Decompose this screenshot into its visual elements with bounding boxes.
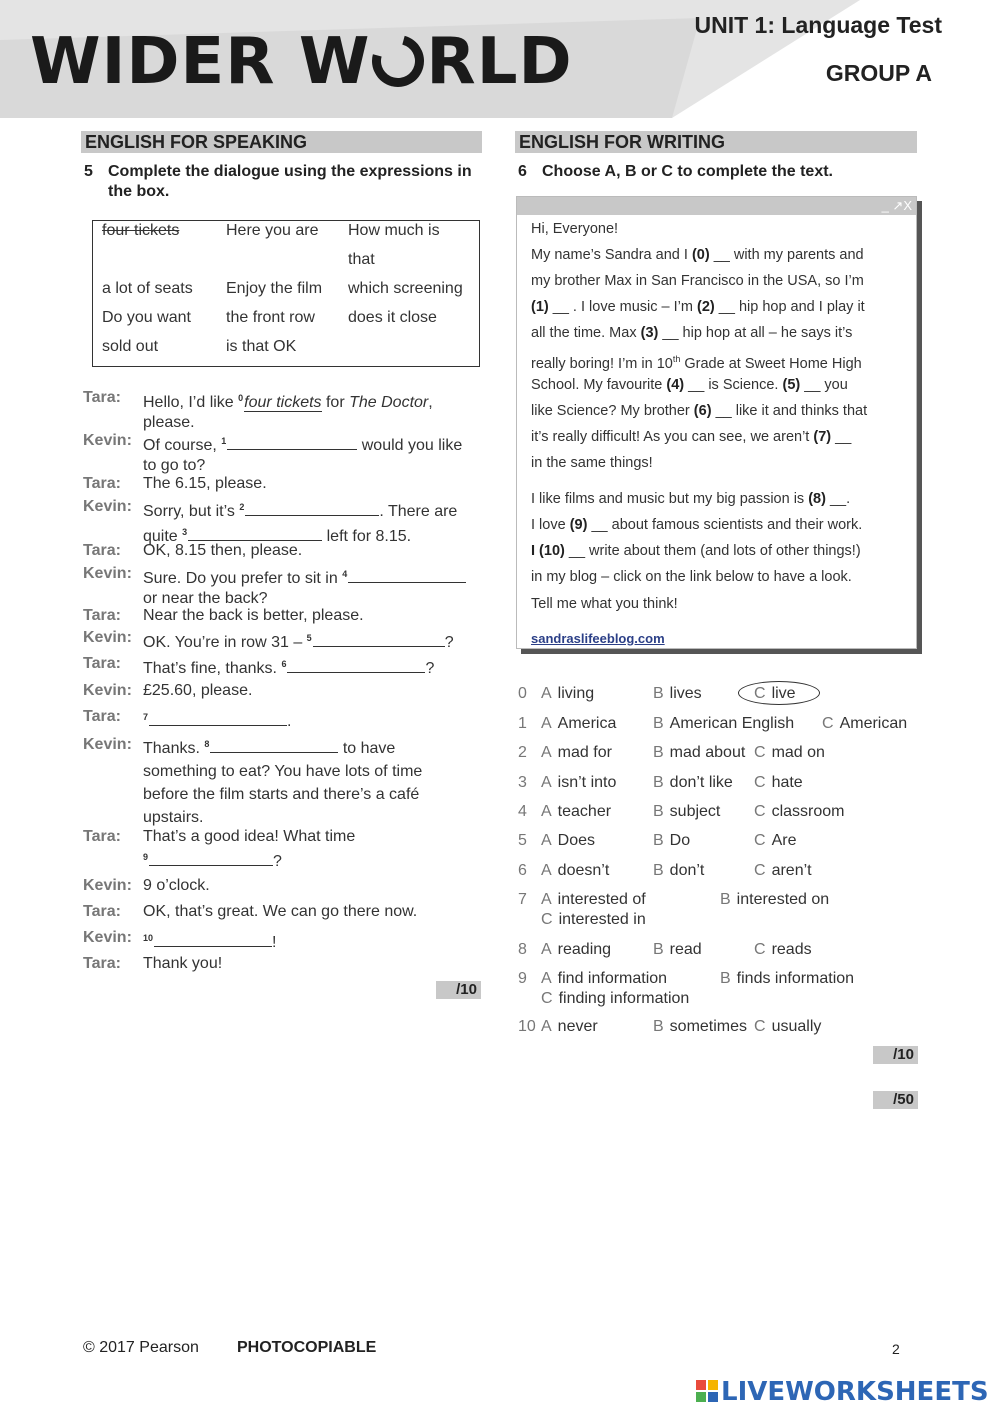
blog-line: I love (9) __ about famous scientists and their work. (531, 517, 863, 533)
blog-line: My name’s Sandra and I (0) __ with my parents and (531, 247, 864, 263)
option-number: 8 (518, 941, 527, 958)
option-number: 5 (518, 832, 527, 849)
option-c[interactable]: C aren’t (754, 862, 812, 879)
instruction-6: 6 Choose A, B or C to complete the text. (518, 163, 833, 180)
option-number: 2 (518, 744, 527, 761)
box-item: four tickets (102, 222, 180, 239)
answer-blank-1[interactable] (227, 435, 357, 450)
option-b[interactable]: B don’t like (653, 774, 733, 791)
wider-world-logo: WIDER W RLD (30, 25, 573, 99)
option-a[interactable]: A find information (541, 970, 668, 987)
box-item: Here you are (226, 222, 319, 239)
example-answer: four tickets (244, 394, 322, 411)
option-c[interactable]: C finding information (541, 990, 690, 1007)
option-c[interactable]: C interested in (541, 911, 646, 928)
blog-line: (1) __ . I love music – I’m (2) __ hip hop and I play it (531, 299, 865, 315)
option-c[interactable]: C American (822, 715, 908, 732)
section-title-writing: ENGLISH FOR WRITING (515, 131, 917, 153)
blog-line: in my blog – click on the link below to have a look. (531, 569, 852, 585)
window-controls[interactable]: _ ↗X (881, 198, 912, 213)
option-a[interactable]: A Does (541, 832, 596, 849)
option-a[interactable]: A interested of (541, 891, 646, 908)
answer-blank-2[interactable] (245, 501, 379, 516)
option-b[interactable]: B mad about (653, 744, 746, 761)
blog-line: really boring! I’m in 10th Grade at Sweet Home High (531, 354, 862, 372)
option-b[interactable]: B American English (653, 715, 795, 732)
option-number: 9 (518, 970, 527, 987)
blog-line: I (10) __ write about them (and lots of other things!) (531, 543, 861, 559)
logo-o-ring-icon (363, 25, 434, 96)
option-a[interactable]: A America (541, 715, 617, 732)
group-label: GROUP A (825, 60, 932, 86)
option-b[interactable]: B read (653, 941, 702, 958)
option-a[interactable]: A mad for (541, 744, 612, 761)
option-b[interactable]: B Do (653, 832, 691, 849)
box-item: does it close (348, 309, 437, 326)
photocopiable-label: PHOTOCOPIABLE (237, 1339, 377, 1356)
blog-greeting: Hi, Everyone! (531, 221, 619, 237)
option-number: 6 (518, 862, 527, 879)
box-item: which screening (348, 280, 463, 297)
blog-line: like Science? My brother (6) __ like it and thinks that (531, 403, 868, 419)
option-b[interactable]: B finds information (720, 970, 855, 987)
option-b[interactable]: B interested on (720, 891, 830, 908)
blog-link[interactable]: sandraslifeeblog.com (531, 631, 665, 646)
option-b[interactable]: B lives (653, 685, 702, 702)
option-a[interactable]: A reading (541, 941, 612, 958)
blog-line: in the same things! (531, 455, 653, 471)
option-c[interactable]: C classroom (754, 803, 845, 820)
box-item: How much is (348, 222, 440, 239)
blog-line: it’s really difficult! As you can see, we aren’t (7) __ (531, 429, 852, 445)
option-number: 1 (518, 715, 527, 732)
answer-blank-10[interactable] (154, 932, 272, 947)
liveworksheets-logo[interactable]: LIVEWORKSHEETS (696, 1377, 989, 1407)
score-total: /50 (873, 1091, 918, 1109)
option-a[interactable]: A living (541, 685, 595, 702)
option-a[interactable]: A isn’t into (541, 774, 617, 791)
answer-blank-4[interactable] (348, 568, 466, 583)
answer-blank-8[interactable] (210, 738, 338, 753)
answer-blank-7[interactable] (149, 711, 287, 726)
option-c[interactable]: C Are (754, 832, 797, 849)
box-item: sold out (102, 338, 159, 355)
expression-box (92, 220, 480, 367)
answer-blank-3[interactable] (188, 526, 322, 541)
box-item: that (348, 251, 375, 268)
section-title-speaking: ENGLISH FOR SPEAKING (81, 131, 482, 153)
option-number: 7 (518, 891, 527, 908)
box-item: the front row (226, 309, 315, 326)
instruction-5: 5 Complete the dialogue using the expressions in the box. (84, 163, 472, 200)
option-number: 10 (518, 1018, 536, 1035)
option-c[interactable]: C hate (754, 774, 803, 791)
box-item: a lot of seats (102, 280, 193, 297)
page-number: 2 (892, 1341, 900, 1357)
score-speaking: /10 (436, 981, 481, 999)
blog-line: all the time. Max (3) __ hip hop at all – he says it’s (531, 325, 853, 341)
blog-line: Tell me what you think! (531, 596, 678, 612)
option-number: 4 (518, 803, 527, 820)
option-c[interactable]: C mad on (754, 744, 825, 761)
box-item: is that OK (226, 338, 297, 355)
answer-blank-9[interactable] (149, 851, 273, 866)
option-a[interactable]: A teacher (541, 803, 612, 820)
option-c[interactable]: C reads (754, 941, 812, 958)
answer-blank-6[interactable] (287, 658, 425, 673)
score-writing: /10 (873, 1046, 918, 1064)
option-b[interactable]: B sometimes (653, 1018, 748, 1035)
box-item: Do you want (102, 309, 191, 326)
option-b[interactable]: B subject (653, 803, 721, 820)
option-a[interactable]: A never (541, 1018, 598, 1035)
blog-titlebar (517, 197, 916, 215)
liveworksheets-icon (696, 1380, 718, 1402)
blog-line: I like films and music but my big passion is (8) __. (531, 491, 851, 507)
option-number: 3 (518, 774, 527, 791)
option-b[interactable]: B don’t (653, 862, 705, 879)
option-c[interactable]: C live (754, 685, 796, 702)
unit-title: UNIT 1: Language Test (694, 12, 942, 38)
blog-line: School. My favourite (4) __ is Science. (5) __ you (531, 377, 848, 393)
blog-line: my brother Max in San Francisco in the USA, so I’m (531, 273, 864, 289)
copyright: © 2017 Pearson (83, 1339, 199, 1356)
option-number: 0 (518, 685, 527, 702)
option-c[interactable]: C usually (754, 1018, 822, 1035)
option-a[interactable]: A doesn’t (541, 862, 610, 879)
answer-blank-5[interactable] (313, 632, 445, 647)
example-answer-circle (738, 681, 820, 705)
box-item: Enjoy the film (226, 280, 323, 297)
blog-window (516, 196, 917, 649)
